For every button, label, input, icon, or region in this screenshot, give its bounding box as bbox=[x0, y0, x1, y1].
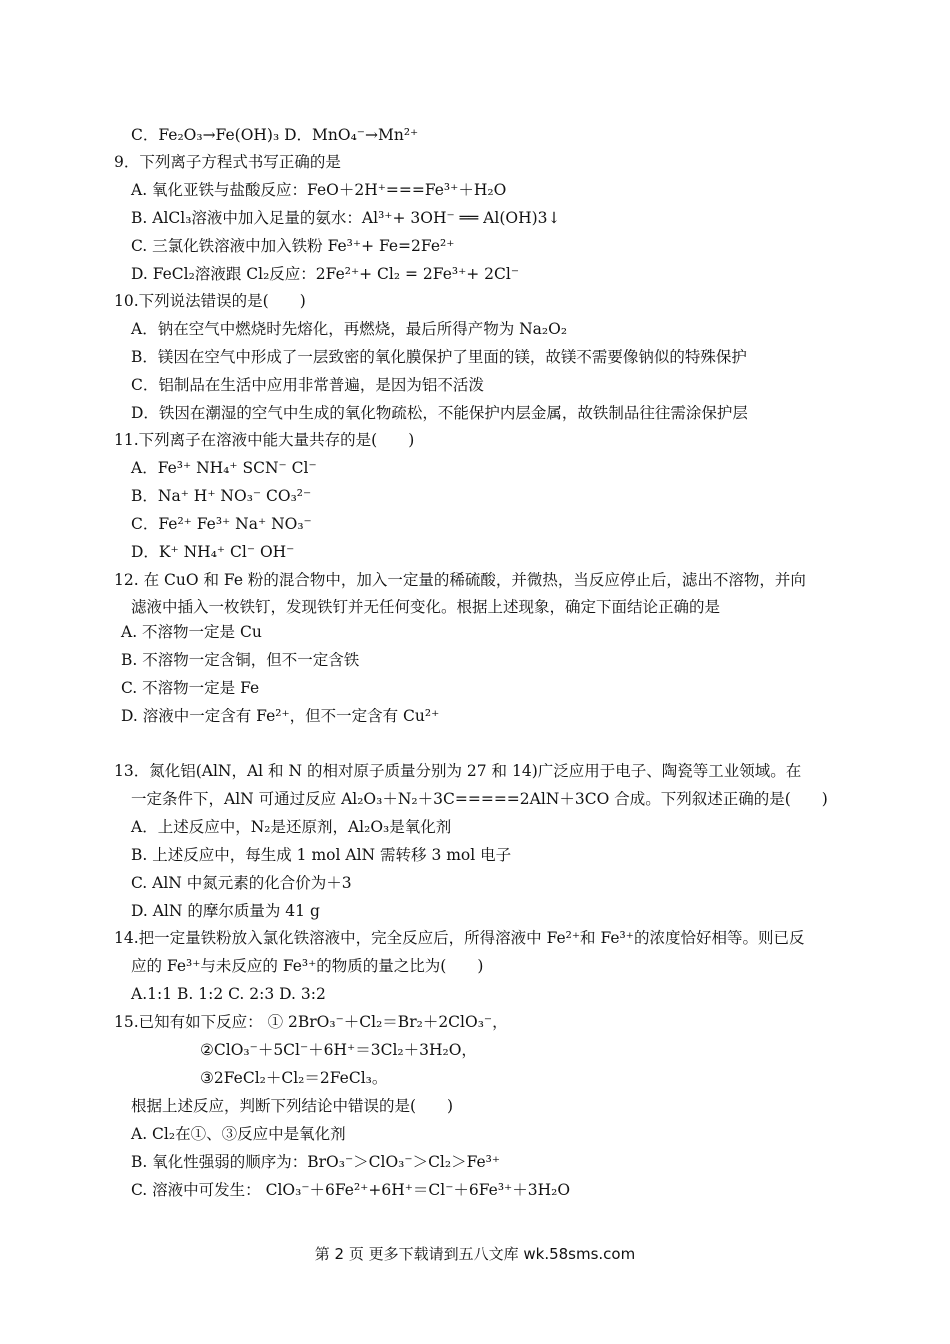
q14-options: A.1:1 B. 1:2 C. 2:3 D. 3:2 bbox=[131, 985, 326, 1003]
q10-option-b: B．镁因在空气中形成了一层致密的氧化膜保护了里面的镁，故镁不需要像钠似的特殊保护 bbox=[131, 348, 747, 366]
q9-option-a: A. 氧化亚铁与盐酸反应：FeO＋2H⁺===Fe³⁺＋H₂O bbox=[131, 181, 507, 199]
q11-option-c: C．Fe²⁺ Fe³⁺ Na⁺ NO₃⁻ bbox=[131, 515, 312, 533]
q13-option-b: B. 上述反应中，每生成 1 mol AlN 需转移 3 mol 电子 bbox=[131, 846, 512, 864]
q15-option-a: A. Cl₂在①、③反应中是氧化剂 bbox=[131, 1125, 346, 1143]
page-footer: 第 2 页 更多下载请到五八文库 wk.58sms.com bbox=[314, 1245, 636, 1263]
q12-option-a: A. 不溶物一定是 Cu bbox=[121, 623, 262, 641]
q13-stem-line2: 一定条件下，AlN 可通过反应 Al₂O₃＋N₂＋3C=====2AlN＋3CO 合成。下列叙述正确的是( ) bbox=[131, 790, 828, 808]
q11-option-b: B．Na⁺ H⁺ NO₃⁻ CO₃²⁻ bbox=[131, 487, 312, 505]
q15-reaction-3: ③2FeCl₂＋Cl₂＝2FeCl₃。 bbox=[200, 1069, 388, 1087]
q15-stem-reaction-1: 15.已知有如下反应： ① 2BrO₃⁻＋Cl₂＝Br₂＋2ClO₃⁻， bbox=[114, 1013, 508, 1031]
q10-option-d: D．铁因在潮湿的空气中生成的氧化物疏松，不能保护内层金属，故铁制品往往需涂保护层 bbox=[131, 404, 748, 422]
q11-option-d: D．K⁺ NH₄⁺ Cl⁻ OH⁻ bbox=[131, 543, 295, 561]
q8-options-cd: C．Fe₂O₃→Fe(OH)₃ D．MnO₄⁻→Mn²⁺ bbox=[131, 126, 419, 144]
q13-option-a: A．上述反应中，N₂是还原剂，Al₂O₃是氧化剂 bbox=[131, 818, 452, 836]
q15-reaction-2: ②ClO₃⁻＋5Cl⁻＋6H⁺＝3Cl₂＋3H₂O， bbox=[200, 1041, 477, 1059]
q11-stem: 11.下列离子在溶液中能大量共存的是( ) bbox=[114, 431, 415, 449]
q9-option-d: D. FeCl₂溶液跟 Cl₂反应：2Fe²⁺+ Cl₂ = 2Fe³⁺+ 2Cl⁻ bbox=[131, 265, 520, 283]
q15-option-b: B. 氧化性强弱的顺序为：BrO₃⁻＞ClO₃⁻＞Cl₂＞Fe³⁺ bbox=[131, 1153, 501, 1171]
q12-option-c: C. 不溶物一定是 Fe bbox=[121, 679, 260, 697]
q14-stem-line1: 14.把一定量铁粉放入氯化铁溶液中，完全反应后，所得溶液中 Fe²⁺和 Fe³⁺的浓度恰好相等。则已反 bbox=[114, 929, 805, 947]
q10-option-a: A．钠在空气中燃烧时先熔化，再燃烧，最后所得产物为 Na₂O₂ bbox=[131, 320, 568, 338]
q12-stem-line1: 12. 在 CuO 和 Fe 粉的混合物中，加入一定量的稀硫酸，并微热，当反应停止后，滤出不溶物，并向 bbox=[114, 571, 806, 589]
q11-option-a: A．Fe³⁺ NH₄⁺ SCN⁻ Cl⁻ bbox=[131, 459, 317, 477]
q12-stem-line2: 滤液中插入一枚铁钉，发现铁钉并无任何变化。根据上述现象，确定下面结论正确的是 bbox=[131, 598, 721, 616]
q15-option-c: C. 溶液中可发生： ClO₃⁻＋6Fe²⁺+6H⁺＝Cl⁻＋6Fe³⁺＋3H₂O bbox=[131, 1181, 571, 1199]
q13-stem-line1: 13．氮化铝(AlN，Al 和 N 的相对原子质量分别为 27 和 14)广泛应用于电子、陶瓷等工业领域。在 bbox=[114, 762, 802, 780]
q14-stem-line2: 应的 Fe³⁺与未反应的 Fe³⁺的物质的量之比为( ) bbox=[131, 957, 484, 975]
q10-stem: 10.下列说法错误的是( ) bbox=[114, 292, 306, 310]
q9-option-b: B. AlCl₃溶液中加入足量的氨水：Al³⁺+ 3OH⁻ ══ Al(OH)3↓ bbox=[131, 209, 561, 227]
q10-option-c: C．铝制品在生活中应用非常普遍，是因为铝不活泼 bbox=[131, 376, 484, 394]
q9-option-c: C. 三氯化铁溶液中加入铁粉 Fe³⁺+ Fe=2Fe²⁺ bbox=[131, 237, 455, 255]
q13-option-d: D. AlN 的摩尔质量为 41 g bbox=[131, 902, 320, 920]
q12-option-d: D. 溶液中一定含有 Fe²⁺，但不一定含有 Cu²⁺ bbox=[121, 707, 440, 725]
q13-option-c: C. AlN 中氮元素的化合价为＋3 bbox=[131, 874, 352, 892]
q9-stem: 9．下列离子方程式书写正确的是 bbox=[114, 153, 341, 171]
q12-option-b: B. 不溶物一定含铜，但不一定含铁 bbox=[121, 651, 360, 669]
q15-question: 根据上述反应，判断下列结论中错误的是( ) bbox=[131, 1097, 454, 1115]
